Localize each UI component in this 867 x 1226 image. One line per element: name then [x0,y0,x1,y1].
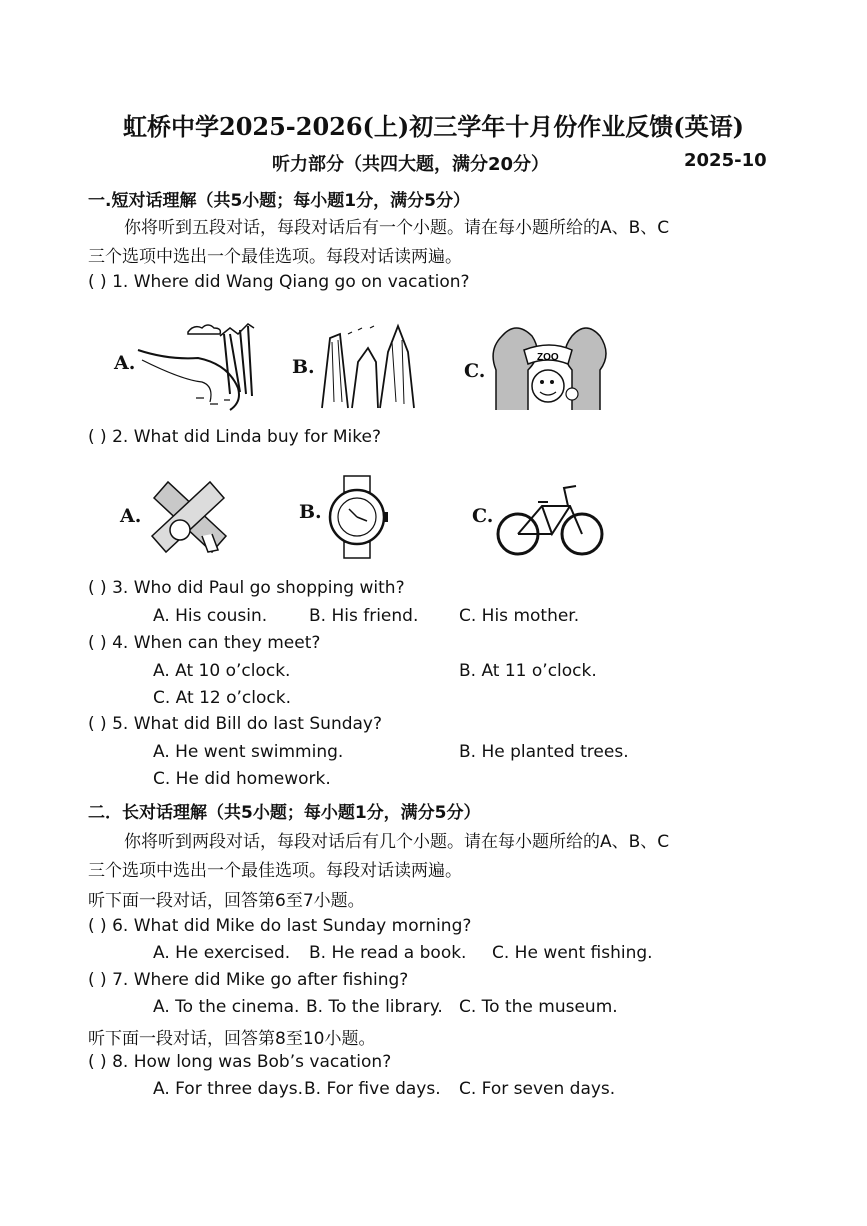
beach-icon [136,320,254,412]
q8-option-c: C. For seven days. [459,1079,616,1099]
section1-instruction-2: 三个选项中选出一个最佳选项。每段对话读两遍。 [88,247,462,267]
q8-option-b: B. For five days. [304,1079,441,1099]
section2-instruction-2: 三个选项中选出一个最佳选项。每段对话读两遍。 [88,861,462,881]
mountains-icon [318,322,418,410]
scarf-icon [150,478,228,556]
page-title: 虹桥中学2025-2026(上)初三学年十月份作业反馈(英语) [123,112,744,141]
q2-option-a-label: A. [120,505,142,527]
q2-option-b-label: B. [299,501,322,523]
q1-option-a-label: A. [114,352,136,374]
question-7: ( ) 7. Where did Mike go after fishing? [88,970,409,990]
section2-heading: 二．长对话理解（共5小题；每小题1分，满分5分） [88,803,481,823]
exam-date: 2025-10 [684,150,767,171]
q6-option-a: A. He exercised. [153,943,291,963]
q6-option-b: B. He read a book. [309,943,467,963]
q1-option-c-label: C. [464,360,486,382]
q3-option-a: A. His cousin. [153,606,268,626]
q5-option-a: A. He went swimming. [153,742,344,762]
q1-option-b-label: B. [292,356,315,378]
dialogue2-intro: 听下面一段对话，回答第8至10小题。 [88,1029,376,1049]
question-4: ( ) 4. When can they meet? [88,633,321,653]
q4-option-a: A. At 10 o’clock. [153,661,291,681]
svg-text:ZOO: ZOO [537,352,559,363]
bicycle-icon [496,480,606,558]
section1-instruction-1: 你将听到五段对话，每段对话后有一个小题。请在每小题所给的A、B、C [124,218,670,238]
zoo-icon [488,322,610,412]
q2-option-c-label: C. [472,505,494,527]
q7-option-a: A. To the cinema. [153,997,300,1017]
section1-heading: 一.短对话理解（共5小题；每小题1分，满分5分） [88,191,470,211]
watch-icon [326,474,388,560]
listening-subtitle: 听力部分（共四大题，满分20分） [272,154,550,175]
q3-option-b: B. His friend. [309,606,419,626]
q7-option-c: C. To the museum. [459,997,618,1017]
q3-option-c: C. His mother. [459,606,580,626]
q5-option-c: C. He did homework. [153,769,331,789]
question-3: ( ) 3. Who did Paul go shopping with? [88,578,405,598]
q7-option-b: B. To the library. [306,997,443,1017]
question-2: ( ) 2. What did Linda buy for Mike? [88,427,381,447]
question-5: ( ) 5. What did Bill do last Sunday? [88,714,383,734]
q5-option-b: B. He planted trees. [459,742,629,762]
q6-option-c: C. He went fishing. [492,943,653,963]
section2-instruction-1: 你将听到两段对话，每段对话后有几个小题。请在每小题所给的A、B、C [124,832,670,852]
q4-option-b: B. At 11 o’clock. [459,661,597,681]
question-6: ( ) 6. What did Mike do last Sunday morning? [88,916,472,936]
dialogue1-intro: 听下面一段对话，回答第6至7小题。 [88,891,365,911]
question-8: ( ) 8. How long was Bob’s vacation? [88,1052,392,1072]
q4-option-c: C. At 12 o’clock. [153,688,291,708]
question-1: ( ) 1. Where did Wang Qiang go on vacation? [88,272,470,292]
q8-option-a: A. For three days. [153,1079,304,1099]
